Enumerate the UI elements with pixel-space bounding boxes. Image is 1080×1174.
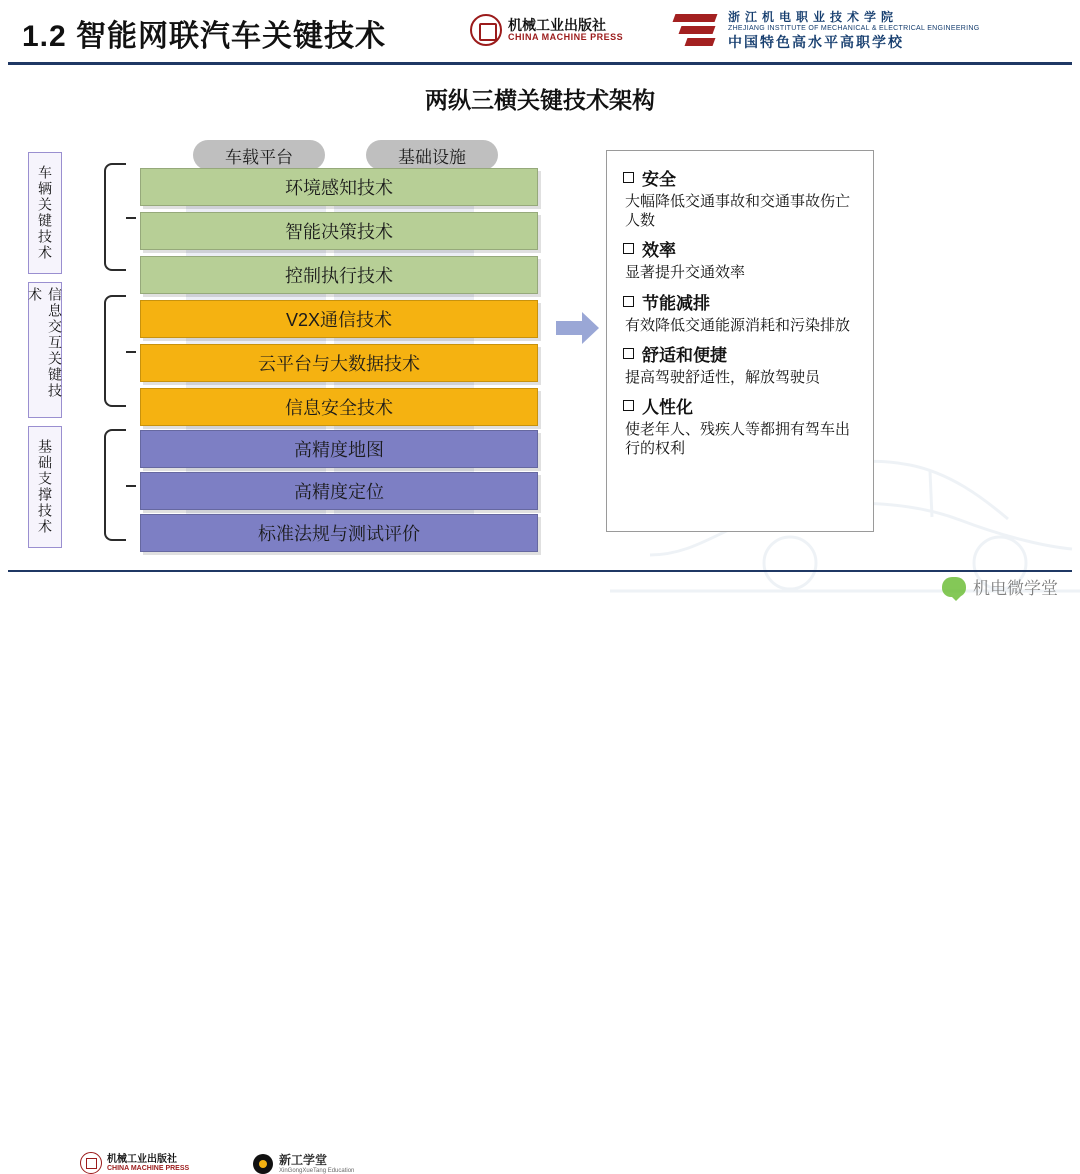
watermark-label: 机电微学堂 xyxy=(973,579,1058,598)
benefit-title: 节能减排 xyxy=(642,293,710,313)
benefit-desc: 有效降低交通能源消耗和污染排放 xyxy=(625,316,851,334)
column-header-vehicle-platform: 车载平台 xyxy=(193,140,325,170)
publisher-logo-cn: 机械工业出版社 xyxy=(508,16,606,33)
slide-footer xyxy=(0,574,1080,1174)
benefit-title: 安全 xyxy=(642,170,676,189)
benefit-item-comfort-convenience xyxy=(623,341,857,387)
brace-group-1 xyxy=(104,163,126,271)
benefit-item-humanization xyxy=(623,393,857,458)
benefit-item-energy-emission xyxy=(623,289,857,335)
tech-bar-hd-positioning: 高精度定位 xyxy=(140,472,538,510)
slide-header xyxy=(0,0,1080,62)
benefit-item-efficiency xyxy=(623,236,857,282)
benefit-desc: 大幅降低交通事故和交通事故伤亡人数 xyxy=(625,193,851,230)
benefit-desc: 提高驾驶舒适性，解放驾驶员 xyxy=(625,368,821,386)
footer-education-logo xyxy=(253,1154,354,1174)
diagram-title: 两纵三横关键技术架构 xyxy=(425,87,655,113)
three-stripes-mark-icon xyxy=(672,12,720,50)
page-title: 1.2 智能网联汽车关键技术 xyxy=(22,20,387,53)
tech-bar-standards-testing: 标准法规与测试评价 xyxy=(140,514,538,552)
wechat-icon xyxy=(942,577,966,597)
checkbox-icon xyxy=(623,243,634,254)
university-logo-line1: 浙江机电职业技术学院 xyxy=(728,10,899,24)
footer-publisher-en: CHINA MACHINE PRESS xyxy=(107,1165,190,1172)
column-header-infrastructure: 基础设施 xyxy=(366,140,498,170)
footer-publisher-logo xyxy=(80,1152,189,1174)
publisher-logo-en: CHINA MACHINE PRESS xyxy=(508,31,624,42)
benefit-title: 效率 xyxy=(642,241,676,261)
category-label-info-interaction-tech: 信息交互关键技术 xyxy=(28,282,62,418)
tech-bar-environment-perception: 环境感知技术 xyxy=(140,168,538,206)
university-logo xyxy=(672,10,980,51)
right-arrow-icon xyxy=(556,310,600,346)
tech-bar-intelligent-decision: 智能决策技术 xyxy=(140,212,538,250)
circle-emblem-icon xyxy=(470,14,502,46)
benefit-desc: 使老年人、残疾人等都拥有驾车出行的权利 xyxy=(625,420,851,458)
checkbox-icon xyxy=(623,172,634,183)
publisher-logo xyxy=(470,14,623,46)
footer-publisher-cn: 机械工业出版社 xyxy=(107,1154,177,1165)
category-label-vehicle-key-tech: 车辆关键技术 xyxy=(28,152,62,274)
disc-icon xyxy=(253,1154,273,1174)
footer-divider xyxy=(8,570,1072,572)
tech-bar-cloud-bigdata: 云平台与大数据技术 xyxy=(140,344,538,382)
category-label-basic-support-tech: 基础支撑技术 xyxy=(28,426,62,548)
tech-bar-hd-map: 高精度地图 xyxy=(140,430,538,468)
brace-group-3 xyxy=(104,429,126,541)
circle-emblem-icon xyxy=(80,1152,102,1174)
tech-bar-control-execution: 控制执行技术 xyxy=(140,256,538,294)
university-logo-line2: ZHEJIANG INSTITUTE OF MECHANICAL & ELECTRICAL ENGINEERING xyxy=(728,25,980,32)
benefits-panel xyxy=(606,150,874,532)
benefit-desc: 显著提升交通效率 xyxy=(625,264,746,282)
footer-education-en: XinGongXueTang Education xyxy=(279,1167,355,1174)
checkbox-icon xyxy=(623,348,634,359)
checkbox-icon xyxy=(623,400,634,411)
brace-group-2 xyxy=(104,295,126,407)
header-divider xyxy=(8,62,1072,65)
footer-education-cn: 新工学堂 xyxy=(279,1153,328,1168)
watermark xyxy=(942,574,1058,599)
university-logo-line3: 中国特色高水平高职学校 xyxy=(728,33,904,50)
benefit-title: 舒适和便捷 xyxy=(642,345,727,365)
tech-bar-v2x-communication: V2X通信技术 xyxy=(140,300,538,338)
tech-bar-information-security: 信息安全技术 xyxy=(140,388,538,426)
benefit-item-safety xyxy=(623,165,857,230)
checkbox-icon xyxy=(623,296,634,307)
benefit-title: 人性化 xyxy=(642,397,693,417)
